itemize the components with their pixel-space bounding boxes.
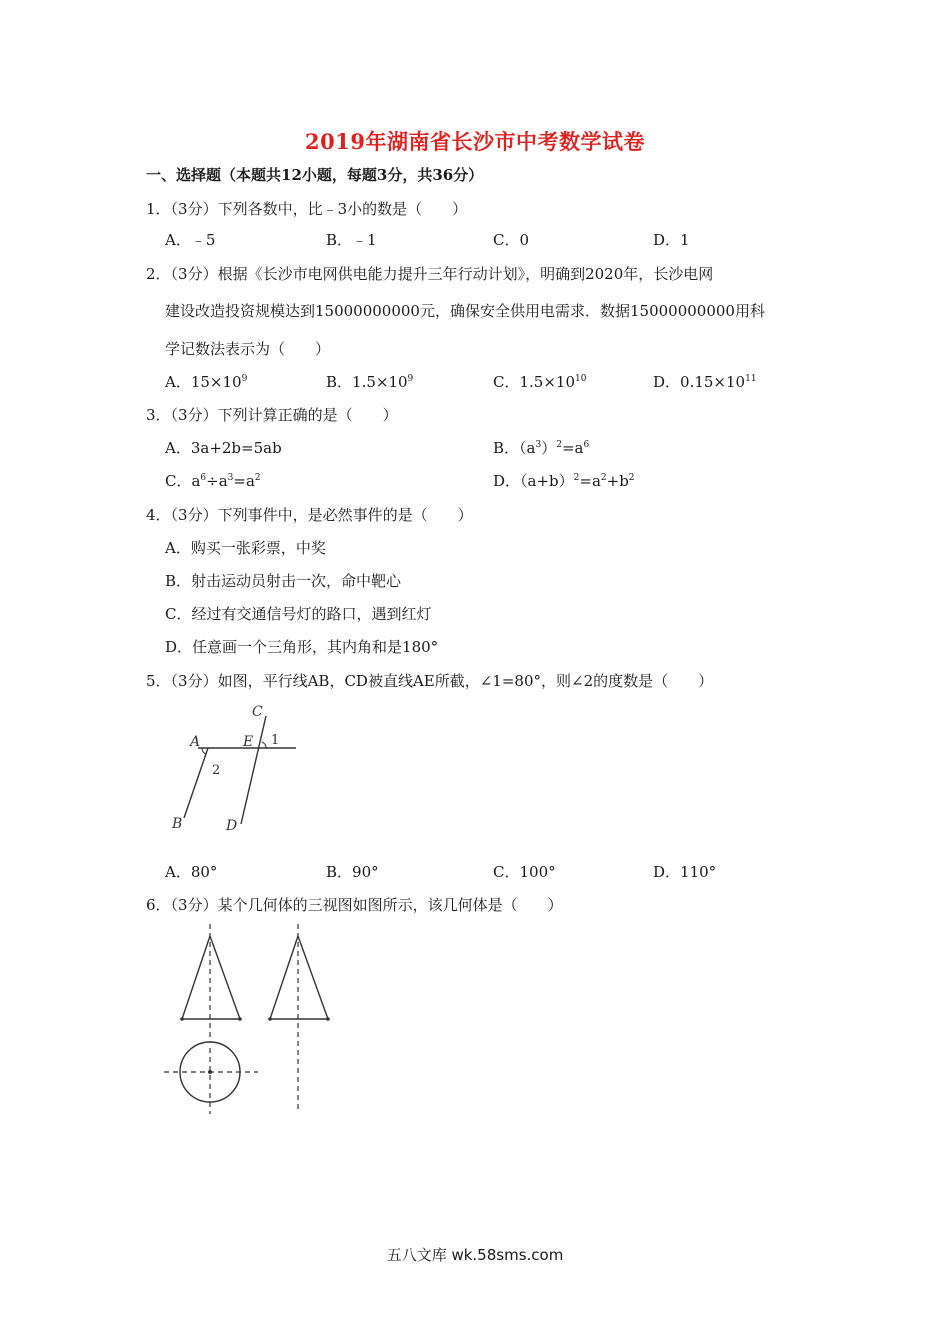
label-c: C	[252, 704, 263, 720]
q1-option-c: C．0	[493, 231, 530, 249]
question-2-line-2: 建设改造投资规模达到15000000000元，确保安全供用电需求．数据15000000000用科	[165, 302, 765, 320]
label-angle-2: 2	[212, 763, 221, 778]
footer-watermark: 五八文库 wk.58sms.com	[386, 1246, 564, 1264]
three-views-figure	[160, 920, 360, 1120]
exam-title: 2019年湖南省长沙市中考数学试卷	[305, 129, 645, 154]
label-a: A	[190, 734, 201, 750]
label-angle-1: 1	[271, 733, 280, 748]
q5-option-c: C．100°	[493, 863, 556, 881]
q1-option-d: D．1	[653, 231, 690, 249]
question-3-stem: 3．（3分）下列计算正确的是（ ）	[146, 406, 398, 424]
question-2-line-3: 学记数法表示为（ ）	[165, 340, 331, 358]
section-heading: 一、选择题（本题共12小题，每题3分，共36分）	[146, 166, 484, 184]
q5-option-d: D．110°	[653, 863, 717, 881]
q3-option-b: B．$(a^3)^2=a^6$	[493, 439, 590, 457]
q5-option-b: B．90°	[326, 863, 379, 881]
q4-option-b: B．射击运动员射击一次，命中靶心	[165, 572, 402, 590]
top-view	[164, 1042, 258, 1114]
line-ab	[184, 748, 208, 818]
question-6-stem: 6．（3分）某个几何体的三视图如图所示，该几何体是（ ）	[146, 896, 563, 914]
q4-option-a: A．购买一张彩票，中奖	[165, 539, 326, 557]
angle-1-arc	[262, 742, 266, 748]
q4-option-c: C．经过有交通信号灯的路口，遇到红灯	[165, 605, 432, 623]
front-view	[180, 924, 242, 1042]
question-5-stem: 5．（3分）如图，平行线AB，CD被直线AE所截，∠1=80°，则∠2的度数是（ ）	[146, 672, 714, 690]
q2-option-c: C．$1.5\times 10^{10}$	[493, 373, 587, 391]
angle-2-arc	[202, 748, 206, 754]
question-2-line-1: 2．（3分）根据《长沙市电网供电能力提升三年行动计划》，明确到2020年，长沙电网	[146, 265, 714, 283]
label-d: D	[226, 818, 238, 834]
parallel-lines-figure	[160, 700, 310, 840]
label-b: B	[172, 816, 183, 832]
q3-option-c: C．$a^6\div a^3=a^2$	[165, 472, 261, 490]
q2-option-d: D．$0.15\times 10^{11}$	[653, 373, 757, 391]
side-view	[268, 924, 330, 1112]
q1-option-a: A．﹣5	[165, 231, 216, 249]
question-4-stem: 4．（3分）下列事件中，是必然事件的是（ ）	[146, 506, 473, 524]
q4-option-d: D．任意画一个三角形，其内角和是180°	[165, 638, 439, 656]
q2-option-a: A．$15\times 10^9$	[165, 373, 248, 391]
q5-option-a: A．80°	[165, 863, 218, 881]
line-cd	[241, 716, 266, 824]
label-e: E	[243, 734, 254, 750]
q2-option-b: B．$1.5\times 10^9$	[326, 373, 414, 391]
q3-option-d: D．$(a+b)^2=a^2+b^2$	[493, 472, 635, 490]
q1-option-b: B．﹣1	[326, 231, 377, 249]
question-1-stem: 1．（3分）下列各数中，比﹣3小的数是（ ）	[146, 200, 468, 218]
q3-option-a: A．3a+2b=5ab	[165, 439, 282, 457]
